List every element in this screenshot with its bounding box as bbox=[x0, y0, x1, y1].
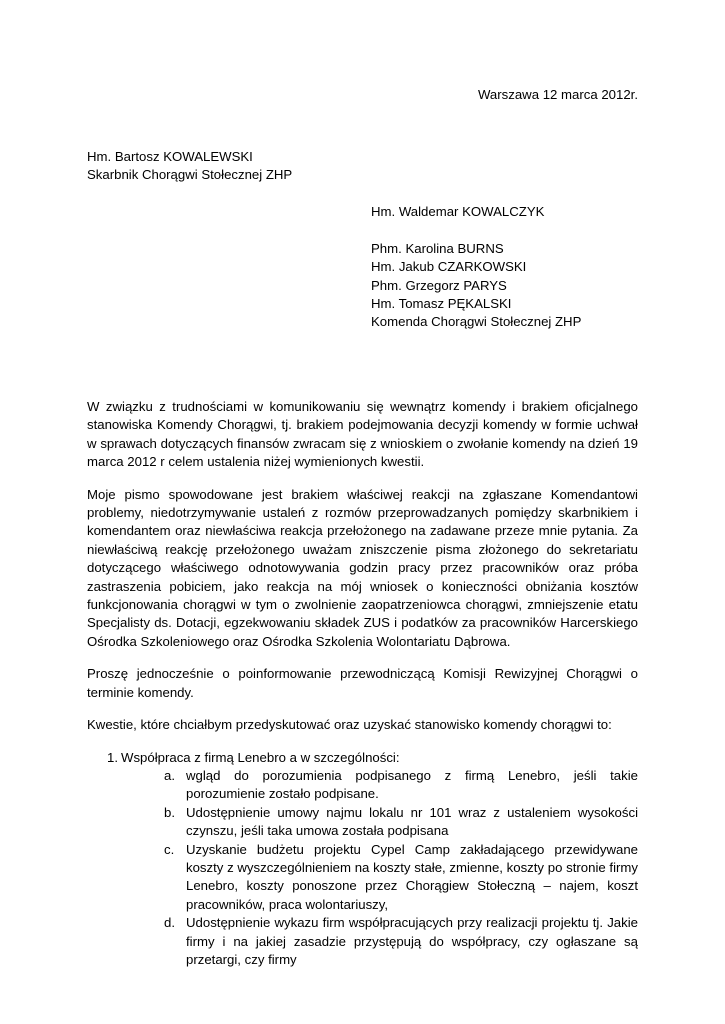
sub-item-text: wgląd do porozumienia podpisanego z firmą Lenebro, jeśli takie porozumienie zostało podpisane. bbox=[186, 767, 638, 802]
sender-block bbox=[87, 148, 292, 185]
recipient-line: Hm. Jakub CZARKOWSKI bbox=[371, 259, 527, 275]
recipients-gap bbox=[371, 221, 581, 239]
sub-list-item bbox=[121, 914, 638, 969]
recipients-block bbox=[371, 203, 581, 332]
list-item-text: Współpraca z firmą Lenebro a w szczególności: bbox=[121, 749, 400, 765]
sub-list bbox=[121, 767, 638, 969]
sub-item-text: Udostępnienie umowy najmu lokalu nr 101 wraz z ustaleniem wysokości czynszu, jeśli taka umowa została podpisana bbox=[186, 804, 638, 839]
recipient-primary: Hm. Waldemar KOWALCZYK bbox=[371, 204, 545, 219]
letter-date: Warszawa 12 marca 2012r. bbox=[477, 87, 638, 102]
list-item bbox=[87, 749, 638, 970]
sub-list-item bbox=[121, 767, 638, 804]
recipient-line: Phm. Karolina BURNS bbox=[371, 240, 504, 256]
issues-list bbox=[87, 749, 638, 970]
sub-item-letter: c. bbox=[164, 841, 175, 857]
sub-item-letter: a. bbox=[164, 767, 175, 783]
recipient-line: Hm. Tomasz PĘKALSKI bbox=[371, 296, 512, 312]
paragraph-issues-intro: Kwestie, które chciałbym przedyskutować oraz uzyskać stanowisko komendy chorągwi to: bbox=[87, 717, 612, 733]
paragraph-request: W związku z trudnościami w komunikowaniu się wewnątrz komendy i brakiem oficjalnego stanowiska Komendy Chorągwi, tj. brakiem podejmowania decyzji komendy w formie uchwał w sprawach dotyczących finansów zwracam się z wnioskiem o zwołanie komendy na dzień 19 marca 2012 r celem ustalenia niżej wymienionych kwestii. bbox=[87, 399, 638, 470]
sender-name: Hm. Bartosz KOWALEWSKI bbox=[87, 149, 253, 164]
paragraph-reason: Moje pismo spowodowane jest brakiem właściwej reakcji na zgłaszane Komendantowi problemy, niedotrzymywanie ustaleń z rozmów przeprowadzanych pomiędzy skarbnikiem i komendantem oraz niewłaściwa reakcja przełożonego na zadawane przeze mnie pytania. Za niewłaściwą reakcję przełożonego uważam zniszczenie pisma złożonego do sekretariatu dotyczącego właściwego odnotowywania godzin pracy przez pracowników oraz próba zastraszenia pobiciem, jako reakcja na mój wniosek o konieczności obniżania kosztów funkcjonowania chorągwi w tym o zwolnienie zaopatrzeniowca chorągwi, zmniejszenie etatu Specjalisty ds. Dotacji, egzekwowaniu składek ZUS i podatków za pracowników Harcerskiego Ośrodka Szkoleniowego oraz Ośrodka Szkolenia Wolontariatu Dąbrowa. bbox=[87, 486, 638, 649]
paragraph-audit-commission: Proszę jednocześnie o poinformowanie przewodniczącą Komisji Rewizyjnej Chorągwi o terminie komendy. bbox=[87, 666, 638, 700]
sub-item-text: Udostępnienie wykazu firm współpracujących przy realizacji projektu tj. Jakie firmy i na jakiej zasadzie przystępują do współpracy, czy ogłaszane są przetargi, czy firmy bbox=[186, 915, 638, 967]
sender-role: Skarbnik Chorągwi Stołecznej ZHP bbox=[87, 167, 293, 183]
recipient-line: Komenda Chorągwi Stołecznej ZHP bbox=[371, 314, 582, 330]
letter-body bbox=[87, 398, 638, 969]
sub-item-letter: b. bbox=[164, 804, 175, 820]
sub-item-text: Uzyskanie budżetu projektu Cypel Camp zakładającego przewidywane koszty z wyszczególnieniem na koszty stałe, zmienne, koszty po stronie firmy Lenebro, koszty ponoszone przez Chorągiew Stołeczną – najem, koszt pracowników, praca wolontariuszy, bbox=[186, 841, 638, 912]
sub-list-item bbox=[121, 841, 638, 915]
sub-item-letter: d. bbox=[164, 915, 175, 931]
sub-list-item bbox=[121, 804, 638, 841]
list-item-number: 1. bbox=[107, 749, 118, 765]
recipient-line: Phm. Grzegorz PARYS bbox=[371, 277, 507, 293]
